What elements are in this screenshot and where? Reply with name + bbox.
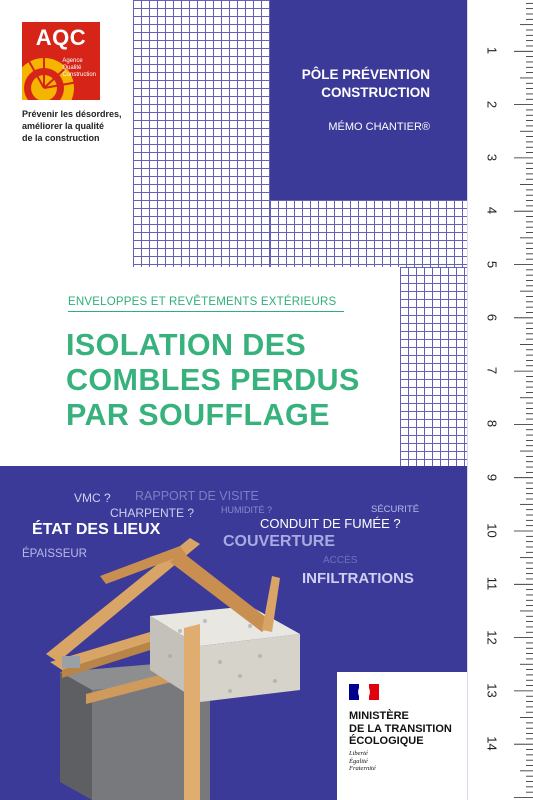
ministry-name: MINISTÈRE DE LA TRANSITION ÉCOLOGIQUE	[349, 710, 452, 747]
ministry-logo-box	[337, 672, 467, 800]
ruler-number: 6	[484, 313, 500, 321]
ruler-number: 5	[484, 260, 500, 268]
ruler-number: 9	[484, 473, 500, 481]
republic-motto: Liberté Égalité Fraternité	[349, 750, 376, 772]
ruler-number: 7	[484, 366, 500, 375]
logo-subtitle: Agence Qualité Construction	[62, 58, 96, 78]
ruler-number: 2	[484, 100, 500, 108]
word-acces: ACCÈS	[323, 555, 358, 566]
word-couverture: COUVERTURE	[223, 533, 336, 550]
ruler-number: 10	[484, 523, 500, 538]
ruler	[467, 0, 533, 800]
word-epaisseur: ÉPAISSEUR	[22, 548, 87, 560]
word-conduit-de-fumee: CONDUIT DE FUMÉE ?	[260, 516, 401, 531]
ruler-number: 3	[484, 153, 500, 161]
grid-pattern-right	[270, 200, 467, 267]
word-securite: SÉCURITÉ	[371, 504, 420, 515]
ruler-number: 12	[484, 629, 500, 645]
ruler-number: 8	[484, 420, 500, 428]
marianne-flag-icon	[349, 682, 381, 702]
word-etat-des-lieux: ÉTAT DES LIEUX	[32, 521, 161, 538]
ruler-number: 13	[484, 683, 500, 698]
aqc-logo	[22, 22, 100, 100]
tagline: Prévenir les désordres, améliorer la qualité de la construction	[22, 109, 122, 143]
pole-prevention-title: PÔLE PRÉVENTION CONSTRUCTION	[301, 67, 430, 100]
memo-chantier-label: MÉMO CHANTIER®	[328, 121, 430, 133]
category-label: ENVELOPPES ET REVÊTEMENTS EXTÉRIEURS	[68, 296, 344, 312]
word-vmc: VMC ?	[74, 491, 111, 505]
grid-pattern-top	[133, 0, 270, 267]
word-rapport-de-visite: RAPPORT DE VISITE	[135, 489, 259, 503]
ruler-number: 11	[484, 577, 500, 591]
word-charpente: CHARPENTE ?	[110, 506, 195, 520]
logo-text: AQC	[35, 25, 87, 50]
word-humidite: HUMIDITÉ ?	[221, 505, 273, 515]
ruler-number: 1	[484, 47, 500, 55]
word-infiltrations: INFILTRATIONS	[302, 570, 414, 587]
page-title: ISOLATION DES COMBLES PERDUS PAR SOUFFLAGE	[66, 328, 360, 432]
ruler-number: 14	[484, 736, 500, 751]
ruler-number: 4	[484, 207, 500, 215]
grid-pattern-mid	[400, 267, 467, 466]
ruler-ticks	[468, 0, 533, 800]
